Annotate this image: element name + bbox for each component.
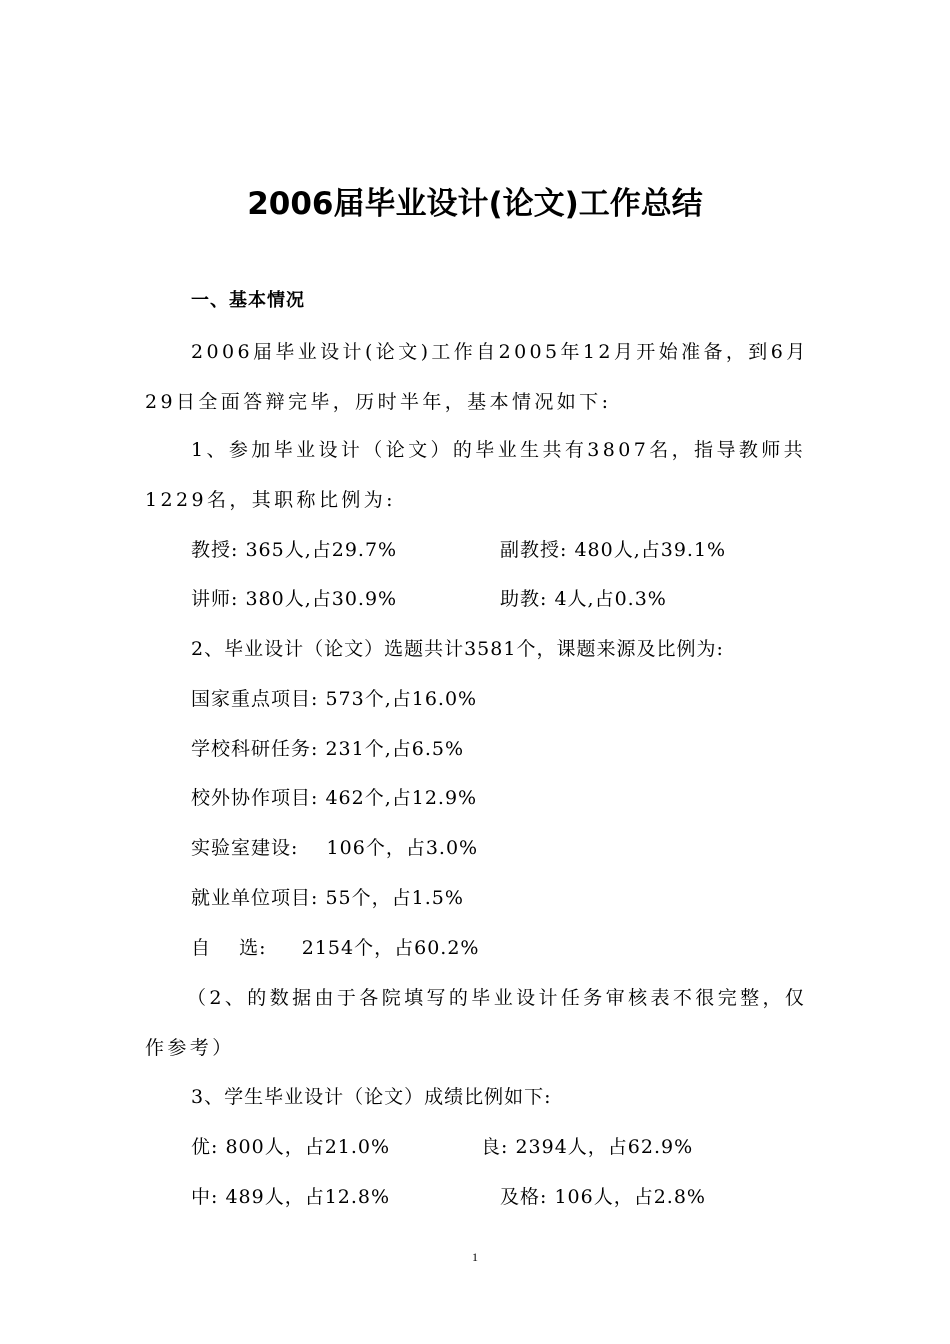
document-title: 2006届毕业设计(论文)工作总结 <box>247 186 703 222</box>
intro-paragraph-line-2: 29日全面答辩完毕，历时半年，基本情况如下: <box>145 391 612 413</box>
title-stat-lecturer: 讲师: 380人,占30.9% <box>191 588 398 610</box>
grade-stat-good: 良: 2394人，占62.9% <box>481 1136 694 1158</box>
grade-stat-pass: 及格: 106人，占2.8% <box>500 1186 706 1208</box>
source-stat: 学校科研任务: 231个,占6.5% <box>191 738 465 760</box>
item3-line-1: 3、学生毕业设计（论文）成绩比例如下: <box>191 1086 552 1108</box>
section-heading-basic-info: 一、基本情况 <box>191 290 305 311</box>
title-stat-assistant: 助教: 4人,占0.3% <box>500 588 667 610</box>
source-stat: 校外协作项目: 462个,占12.9% <box>191 787 478 809</box>
intro-paragraph-line-1: 2006届毕业设计(论文)工作自2005年12月开始准备，到6月 <box>191 341 809 363</box>
source-stat: 国家重点项目: 573个,占16.0% <box>191 688 478 710</box>
title-stat-associate-professor: 副教授: 480人,占39.1% <box>500 539 727 561</box>
item1-line-1: 1、参加毕业设计（论文）的毕业生共有3807名，指导教师共 <box>191 439 807 461</box>
note-line-1: （2、的数据由于各院填写的毕业设计任务审核表不很完整，仅 <box>187 987 808 1009</box>
title-stat-professor: 教授: 365人,占29.7% <box>191 539 398 561</box>
grade-stat-medium: 中: 489人，占12.8% <box>191 1186 391 1208</box>
page-number: 1 <box>472 1250 478 1264</box>
source-stat: 自 选: 2154个，占60.2% <box>191 937 480 959</box>
note-line-2: 作参考） <box>145 1037 235 1059</box>
source-stat: 实验室建设: 106个，占3.0% <box>191 837 479 859</box>
grade-stat-excellent: 优: 800人，占21.0% <box>191 1136 391 1158</box>
item1-line-2: 1229名，其职称比例为: <box>145 489 396 511</box>
source-stat: 就业单位项目: 55个，占1.5% <box>191 887 464 909</box>
item2-line-1: 2、毕业设计（论文）选题共计3581个，课题来源及比例为: <box>191 638 724 660</box>
